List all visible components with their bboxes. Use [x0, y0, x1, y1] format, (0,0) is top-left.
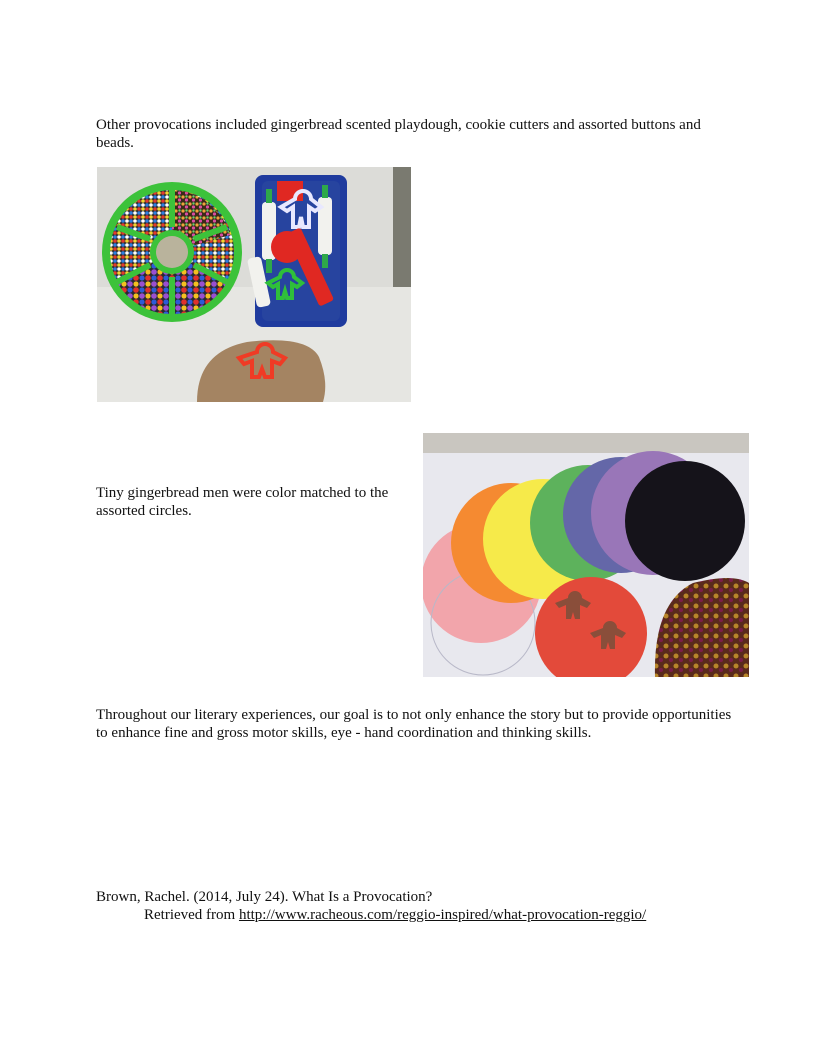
reference-retrieved-prefix: Retrieved from	[144, 907, 239, 923]
reference-retrieved-line	[144, 906, 646, 924]
paragraph-provocations: Other provocations included gingerbread scented playdough, cookie cutters and assorted buttons and beads.	[96, 117, 701, 151]
photo-color-circles	[423, 433, 749, 677]
paragraph-goal: Throughout our literary experiences, our goal is to not only enhance the story but to provide opportunities to enhance fine and gross motor skills, eye - hand coordination and thinking skills.	[96, 707, 732, 741]
reference-citation: Brown, Rachel. (2014, July 24). What Is a Provocation?	[96, 889, 433, 905]
reference-url-link[interactable]: http://www.racheous.com/reggio-inspired/what-provocation-reggio/	[238, 907, 647, 923]
paragraph-gingerbread-men: Tiny gingerbread men were color matched to the assorted circles.	[96, 485, 389, 519]
photo-playdough-and-beads	[97, 167, 411, 402]
